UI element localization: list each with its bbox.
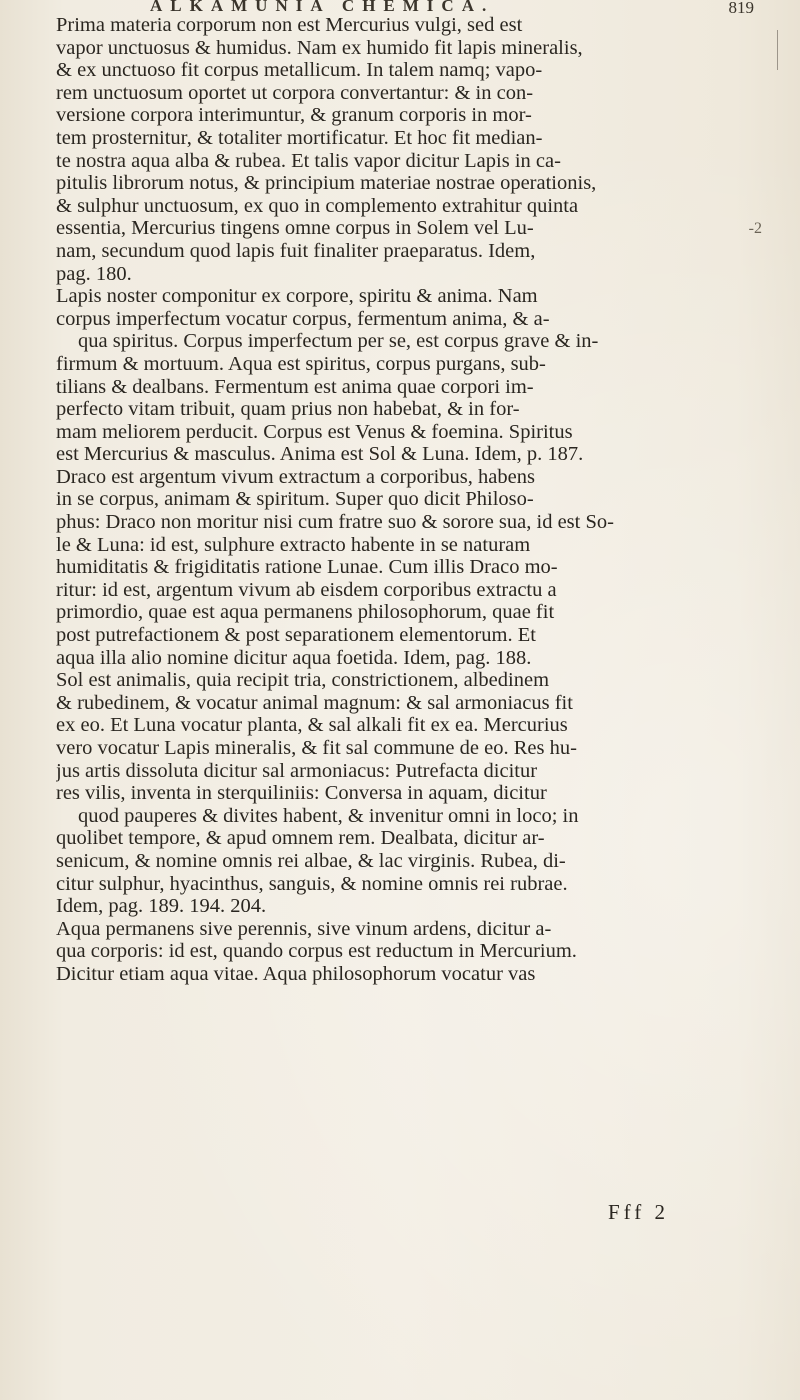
text-line: vapor unctuosus & humidus. Nam ex humido fit lapis mineralis, bbox=[56, 36, 583, 59]
text-line: Dicitur etiam aqua vitae. Aqua philosophorum vocatur vas bbox=[56, 962, 536, 985]
text-line bbox=[56, 1053, 768, 1076]
text-line: pitulis librorum notus, & principium materiae nostrae operationis, bbox=[56, 172, 597, 195]
margin-note: -2 bbox=[748, 220, 762, 237]
text-line: res vilis, inventa in sterquiliniis: Conversa in aquam, dicitur bbox=[56, 782, 547, 805]
text-line: corpus imperfectum vocatur corpus, fermentum anima, & a- bbox=[56, 307, 550, 330]
text-line: qua corporis: id est, quando corpus est reductum in Mercurium. bbox=[56, 940, 577, 963]
text-line: tilians & dealbans. Fermentum est anima quae corpori im- bbox=[56, 375, 534, 398]
text-line: te nostra aqua alba & rubea. Et talis vapor dicitur Lapis in ca- bbox=[56, 149, 561, 172]
text-line: jus artis dissoluta dicitur sal armoniacus: Putrefacta dicitur bbox=[56, 759, 538, 782]
running-head: ALKAMUNIA CHEMICA. bbox=[150, 0, 495, 15]
text-line: Sol est animalis, quia recipit tria, constrictionem, albedinem bbox=[56, 669, 550, 692]
text-line: mam meliorem perducit. Corpus est Venus & foemina. Spiritus bbox=[56, 420, 573, 443]
text-line: tem prosternitur, & totaliter mortificatur. Et hoc fit median- bbox=[56, 126, 543, 149]
text-line: & sulphur unctuosum, ex quo in complemento extrahitur quinta bbox=[56, 194, 579, 217]
margin-rule bbox=[777, 30, 778, 70]
text-line: versione corpora interimuntur, & granum corporis in mor- bbox=[56, 104, 532, 127]
text-line: primordio, quae est aqua permanens philosophorum, quae fit bbox=[56, 601, 555, 624]
text-line: aqua illa alio nomine dicitur aqua foetida. Idem, pag. 188. bbox=[56, 646, 532, 669]
text-line bbox=[56, 1121, 768, 1144]
text-line: qua spiritus. Corpus imperfectum per se, est corpus grave & in- bbox=[78, 330, 599, 353]
text-line bbox=[56, 1099, 768, 1122]
body-text bbox=[56, 14, 768, 1211]
text-line: ritur: id est, argentum vivum ab eisdem corporibus extractu a bbox=[56, 578, 557, 601]
text-line: nam, secundum quod lapis fuit finaliter praeparatus. Idem, bbox=[56, 239, 536, 262]
text-line: Draco est argentum vivum extractum a corporibus, habens bbox=[56, 465, 535, 488]
text-line bbox=[56, 1144, 768, 1167]
text-line: pag. 180. bbox=[56, 262, 132, 285]
text-line: firmum & mortuum. Aqua est spiritus, corpus purgans, sub- bbox=[56, 352, 546, 375]
text-line: Aqua permanens sive perennis, sive vinum ardens, dicitur a- bbox=[56, 917, 552, 940]
text-line: quod pauperes & divites habent, & invenitur omni in loco; in bbox=[78, 804, 579, 827]
text-line bbox=[56, 1076, 768, 1099]
text-line: perfecto vitam tribuit, quam prius non habebat, & in for- bbox=[56, 398, 520, 421]
text-line: rem unctuosum oportet ut corpora convertantur: & in con- bbox=[56, 81, 534, 104]
text-line: senicum, & nomine omnis rei albae, & lac virginis. Rubea, di- bbox=[56, 849, 566, 872]
text-line: citur sulphur, hyacinthus, sanguis, & nomine omnis rei rubrae. bbox=[56, 872, 568, 895]
text-line: & ex unctuoso fit corpus metallicum. In talem namq; vapo- bbox=[56, 59, 543, 82]
text-line: & rubedinem, & vocatur animal magnum: & sal armoniacus fit bbox=[56, 691, 573, 714]
text-line: in se corpus, animam & spiritum. Super quo dicit Philoso- bbox=[56, 488, 534, 511]
catchword: Fff 2 bbox=[608, 1200, 670, 1224]
text-line: le & Luna: id est, sulphure extracto habente in se naturam bbox=[56, 533, 531, 556]
text-line bbox=[56, 1008, 768, 1031]
text-line bbox=[56, 1031, 768, 1054]
text-line: ex eo. Et Luna vocatur planta, & sal alkali fit ex ea. Mercurius bbox=[56, 714, 568, 737]
text-line: post putrefactionem & post separationem elementorum. Et bbox=[56, 624, 536, 647]
text-line: vero vocatur Lapis mineralis, & fit sal commune de eo. Res hu- bbox=[56, 737, 577, 759]
text-line bbox=[56, 986, 768, 1009]
text-line: quolibet tempore, & apud omnem rem. Dealbata, dicitur ar- bbox=[56, 827, 545, 850]
text-line: est Mercurius & masculus. Anima est Sol & Luna. Idem, p. 187. bbox=[56, 443, 584, 466]
text-line: Prima materia corporum non est Mercurius vulgi, sed est bbox=[56, 14, 523, 36]
text-line: essentia, Mercurius tingens omne corpus in Solem vel Lu- bbox=[56, 217, 534, 240]
page-number: 819 bbox=[728, 0, 754, 17]
text-line: Idem, pag. 189. 194. 204. bbox=[56, 895, 267, 918]
text-line: humiditatis & frigiditatis ratione Lunae. Cum illis Draco mo- bbox=[56, 556, 558, 579]
text-line: phus: Draco non moritur nisi cum fratre suo & sorore sua, id est So- bbox=[56, 511, 614, 534]
text-line bbox=[56, 1166, 768, 1189]
text-line: Lapis noster componitur ex corpore, spiritu & anima. Nam bbox=[56, 285, 538, 308]
